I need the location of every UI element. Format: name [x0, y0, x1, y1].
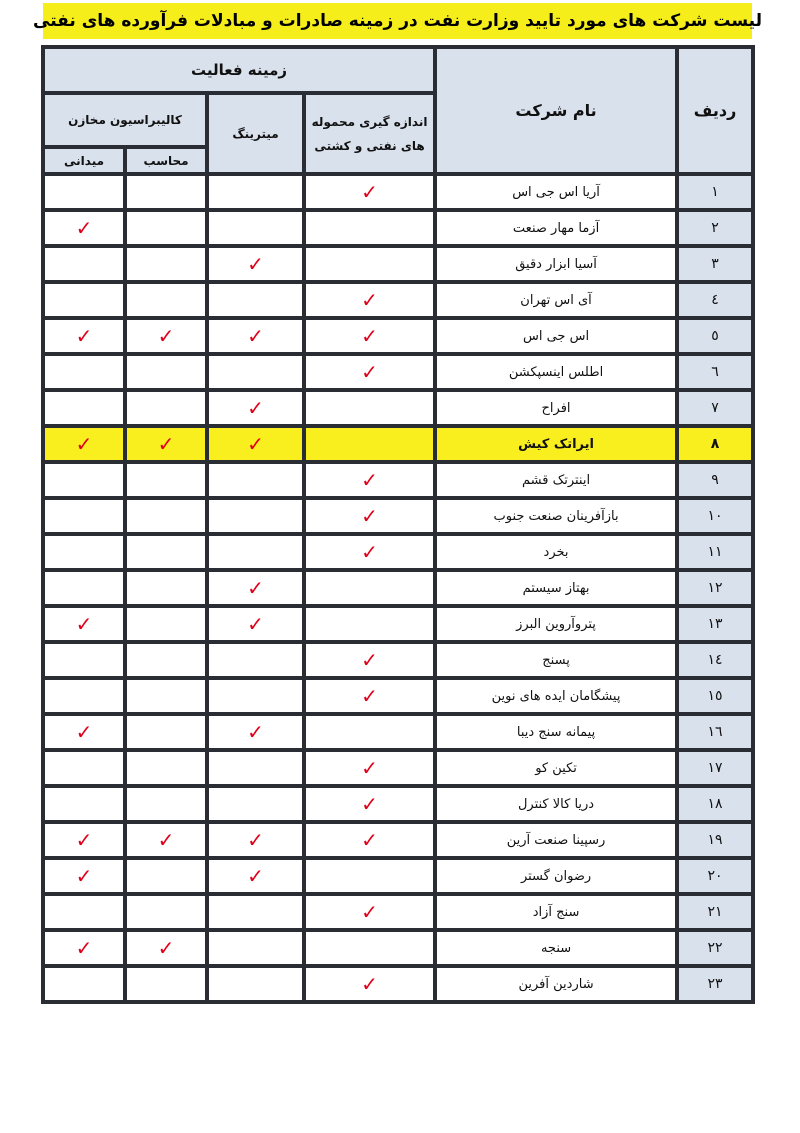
row-number: ۱۷: [679, 752, 751, 784]
row-number: ۲۱: [679, 896, 751, 928]
company-name: افراح: [437, 392, 675, 424]
row-number: ۱٥: [679, 680, 751, 712]
row-number: ۲۳: [679, 968, 751, 1000]
check-icon: ✓: [361, 323, 378, 348]
row-number: ٥: [679, 320, 751, 352]
company-name: بخرد: [437, 536, 675, 568]
measurement-cell: [306, 176, 433, 208]
field-cell: [45, 392, 123, 424]
row-number: ۳: [679, 248, 751, 280]
measurement-cell: [306, 788, 433, 820]
measurement-cell: [306, 500, 433, 532]
metering-cell: [209, 356, 302, 388]
row-number: ۹: [679, 464, 751, 496]
company-name: شاردین آفرین: [437, 968, 675, 1000]
table-row: [45, 752, 751, 784]
measurement-cell: [306, 320, 433, 352]
measurement-cell: [306, 824, 433, 856]
field-cell: [45, 896, 123, 928]
field-cell: [45, 428, 123, 460]
check-icon: ✓: [247, 431, 264, 456]
table-row: [45, 644, 751, 676]
check-icon: ✓: [247, 863, 264, 888]
table-row: [45, 392, 751, 424]
check-icon: ✓: [361, 827, 378, 852]
check-icon: ✓: [361, 539, 378, 564]
metering-cell: [209, 284, 302, 316]
metering-cell: [209, 752, 302, 784]
calculator-cell: [127, 932, 205, 964]
table-row: [45, 932, 751, 964]
company-name: پیشگامان ایده های نوین: [437, 680, 675, 712]
company-name: پتروآروین البرز: [437, 608, 675, 640]
measurement-cell: [306, 680, 433, 712]
field-cell: [45, 752, 123, 784]
check-icon: ✓: [75, 431, 93, 456]
check-icon: ✓: [247, 575, 264, 600]
company-name: اطلس اینسپکشن: [437, 356, 675, 388]
measurement-cell: [306, 860, 433, 892]
page-title: لیست شرکت های مورد تایید وزارت نفت در زمینه صادرات و مبادلات فرآورده های نفتی: [43, 3, 752, 39]
check-icon: ✓: [361, 179, 378, 204]
company-name: پیمانه سنج دیبا: [437, 716, 675, 748]
header-index: ردیف: [679, 49, 751, 172]
check-icon: ✓: [361, 467, 378, 492]
metering-cell: [209, 932, 302, 964]
row-number: ۱٦: [679, 716, 751, 748]
company-name: تکین کو: [437, 752, 675, 784]
company-name: اس جی اس: [437, 320, 675, 352]
table-row: [45, 212, 751, 244]
row-number: ۱۸: [679, 788, 751, 820]
calculator-cell: [127, 320, 205, 352]
calculator-cell: [127, 428, 205, 460]
measurement-cell: [306, 428, 433, 460]
metering-cell: [209, 644, 302, 676]
calculator-cell: [127, 788, 205, 820]
check-icon: ✓: [361, 287, 378, 312]
table-row: [45, 284, 751, 316]
row-number: ۱٤: [679, 644, 751, 676]
company-name: آزما مهار صنعت: [437, 212, 675, 244]
table-row: [45, 860, 751, 892]
check-icon: ✓: [75, 719, 93, 744]
metering-cell: [209, 896, 302, 928]
calculator-cell: [127, 356, 205, 388]
measurement-cell: [306, 572, 433, 604]
check-icon: ✓: [247, 827, 264, 852]
field-cell: [45, 176, 123, 208]
table-row: [45, 680, 751, 712]
check-icon: ✓: [157, 935, 175, 960]
check-icon: ✓: [361, 647, 378, 672]
field-cell: [45, 860, 123, 892]
field-cell: [45, 968, 123, 1000]
metering-cell: [209, 212, 302, 244]
field-cell: [45, 716, 123, 748]
table-row: [45, 968, 751, 1000]
table-row: [45, 536, 751, 568]
table-row: [45, 356, 751, 388]
row-number: ۲۲: [679, 932, 751, 964]
row-number: ٤: [679, 284, 751, 316]
measurement-cell: [306, 932, 433, 964]
field-cell: [45, 572, 123, 604]
metering-cell: [209, 500, 302, 532]
header-tank-calibration: کالیبراسیون مخازن: [45, 95, 205, 145]
measurement-cell: [306, 968, 433, 1000]
check-icon: ✓: [361, 683, 378, 708]
metering-cell: [209, 464, 302, 496]
check-icon: ✓: [75, 323, 93, 348]
metering-cell: [209, 824, 302, 856]
metering-cell: [209, 788, 302, 820]
row-number: ۱۳: [679, 608, 751, 640]
company-name: آریا اس جی اس: [437, 176, 675, 208]
table-row: [45, 500, 751, 532]
calculator-cell: [127, 392, 205, 424]
header-field-of-activity: زمینه فعالیت: [45, 49, 433, 91]
row-number: ۸: [679, 428, 751, 460]
check-icon: ✓: [75, 863, 93, 888]
table-row: [45, 464, 751, 496]
field-cell: [45, 608, 123, 640]
calculator-cell: [127, 680, 205, 712]
metering-cell: [209, 608, 302, 640]
companies-table: [41, 45, 755, 1004]
metering-cell: [209, 428, 302, 460]
measurement-cell: [306, 212, 433, 244]
company-name: اینترتک قشم: [437, 464, 675, 496]
table-header: [45, 49, 751, 172]
table-row: [45, 320, 751, 352]
company-name: بازآفرینان صنعت جنوب: [437, 500, 675, 532]
check-icon: ✓: [157, 323, 175, 348]
field-cell: [45, 212, 123, 244]
row-number: ۱۹: [679, 824, 751, 856]
company-name: سنجه: [437, 932, 675, 964]
company-name: آی اس تهران: [437, 284, 675, 316]
table-row: [45, 428, 751, 460]
row-number: ۱: [679, 176, 751, 208]
row-number: ۲: [679, 212, 751, 244]
metering-cell: [209, 248, 302, 280]
field-cell: [45, 284, 123, 316]
calculator-cell: [127, 284, 205, 316]
check-icon: ✓: [157, 431, 175, 456]
table-row: [45, 608, 751, 640]
check-icon: ✓: [75, 935, 93, 960]
header-calculator: محاسب: [127, 149, 205, 172]
metering-cell: [209, 680, 302, 712]
calculator-cell: [127, 752, 205, 784]
measurement-cell: [306, 536, 433, 568]
calculator-cell: [127, 644, 205, 676]
metering-cell: [209, 716, 302, 748]
table-body: [45, 176, 751, 1000]
check-icon: ✓: [361, 971, 378, 996]
header-company: نام شرکت: [437, 49, 675, 172]
header-metering: میترینگ: [209, 95, 302, 172]
measurement-cell: [306, 644, 433, 676]
calculator-cell: [127, 716, 205, 748]
field-cell: [45, 320, 123, 352]
company-name: بهتاز سیستم: [437, 572, 675, 604]
check-icon: ✓: [247, 611, 264, 636]
calculator-cell: [127, 896, 205, 928]
table-row: [45, 788, 751, 820]
metering-cell: [209, 176, 302, 208]
row-number: ۲۰: [679, 860, 751, 892]
measurement-cell: [306, 716, 433, 748]
header-field: میدانی: [45, 149, 123, 172]
company-name: آسیا ابزار دقیق: [437, 248, 675, 280]
field-cell: [45, 788, 123, 820]
check-icon: ✓: [75, 827, 93, 852]
check-icon: ✓: [361, 791, 378, 816]
calculator-cell: [127, 212, 205, 244]
measurement-cell: [306, 392, 433, 424]
field-cell: [45, 536, 123, 568]
measurement-cell: [306, 752, 433, 784]
company-name: سنج آزاد: [437, 896, 675, 928]
table-row: [45, 896, 751, 928]
metering-cell: [209, 968, 302, 1000]
measurement-cell: [306, 464, 433, 496]
row-number: ۱۰: [679, 500, 751, 532]
table-row: [45, 824, 751, 856]
row-number: ۷: [679, 392, 751, 424]
field-cell: [45, 464, 123, 496]
calculator-cell: [127, 824, 205, 856]
metering-cell: [209, 392, 302, 424]
calculator-cell: [127, 500, 205, 532]
field-cell: [45, 932, 123, 964]
calculator-cell: [127, 572, 205, 604]
field-cell: [45, 500, 123, 532]
table-row: [45, 248, 751, 280]
check-icon: ✓: [361, 503, 378, 528]
measurement-cell: [306, 608, 433, 640]
table-row: [45, 716, 751, 748]
field-cell: [45, 680, 123, 712]
calculator-cell: [127, 176, 205, 208]
field-cell: [45, 248, 123, 280]
metering-cell: [209, 572, 302, 604]
metering-cell: [209, 536, 302, 568]
measurement-cell: [306, 284, 433, 316]
metering-cell: [209, 320, 302, 352]
header-measurement: اندازه گیری محموله های نفتی و کشتی: [306, 95, 433, 172]
calculator-cell: [127, 248, 205, 280]
check-icon: ✓: [247, 719, 264, 744]
calculator-cell: [127, 608, 205, 640]
check-icon: ✓: [157, 827, 175, 852]
check-icon: ✓: [361, 755, 378, 780]
measurement-cell: [306, 356, 433, 388]
row-number: ۱۱: [679, 536, 751, 568]
check-icon: ✓: [361, 359, 378, 384]
check-icon: ✓: [247, 323, 264, 348]
check-icon: ✓: [75, 215, 93, 240]
table-row: [45, 176, 751, 208]
check-icon: ✓: [247, 395, 264, 420]
company-name: ایراتک کیش: [437, 428, 675, 460]
field-cell: [45, 824, 123, 856]
calculator-cell: [127, 464, 205, 496]
field-cell: [45, 356, 123, 388]
company-name: دریا کالا کنترل: [437, 788, 675, 820]
check-icon: ✓: [247, 251, 264, 276]
check-icon: ✓: [75, 611, 93, 636]
metering-cell: [209, 860, 302, 892]
calculator-cell: [127, 536, 205, 568]
company-name: رضوان گستر: [437, 860, 675, 892]
company-name: رسپینا صنعت آرین: [437, 824, 675, 856]
row-number: ٦: [679, 356, 751, 388]
measurement-cell: [306, 248, 433, 280]
table-row: [45, 572, 751, 604]
row-number: ۱۲: [679, 572, 751, 604]
calculator-cell: [127, 968, 205, 1000]
check-icon: ✓: [361, 899, 378, 924]
calculator-cell: [127, 860, 205, 892]
company-name: پسنج: [437, 644, 675, 676]
field-cell: [45, 644, 123, 676]
measurement-cell: [306, 896, 433, 928]
